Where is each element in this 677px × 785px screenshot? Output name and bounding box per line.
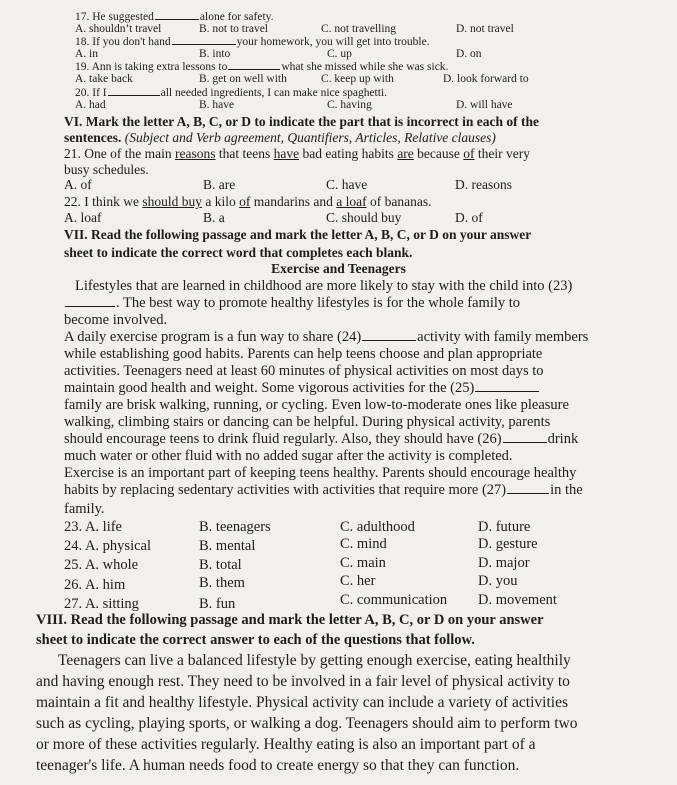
passage-line: family. <box>64 501 105 517</box>
q22-option-d[interactable]: D. of <box>455 210 483 225</box>
q23-option-b[interactable]: B. teenagers <box>199 519 271 535</box>
q26-option-d[interactable]: D. you <box>478 573 518 589</box>
q27-option-b[interactable]: B. fun <box>199 596 236 612</box>
q20-option-c[interactable]: C. having <box>327 99 372 111</box>
q24-option-c[interactable]: C. mind <box>340 536 387 552</box>
passage-line: while establishing good habits. Parents can help teens choose and plan appropriate <box>64 346 543 362</box>
section-vi-heading: VI. Mark the letter A, B, C, or D to indicate the part that is incorrect in each of the <box>64 114 540 129</box>
q23-option-a[interactable]: 23. A. life <box>64 519 122 535</box>
q23-option-d[interactable]: D. future <box>478 519 531 535</box>
q18-stem: 18. If you don't hand your homework, you will get into trouble. <box>75 36 430 48</box>
passage-line: should encourage teens to drink fluid regularly. Also, they should have (26) drink <box>64 431 579 447</box>
q20-stem: 20. If I all needed ingredients, I can make nice spaghetti. <box>75 87 388 99</box>
q17-option-b[interactable]: B. not to travel <box>199 23 268 35</box>
passage-line: habits by replacing sedentary activities with activities that require more (27) in the <box>64 482 583 498</box>
q26-option-a[interactable]: 26. A. him <box>64 577 126 593</box>
passage-line: walking, climbing stairs or dancing can be helpful. During physical activity, parents <box>64 414 551 430</box>
section-vi-subheading: sentences. (Subject and Verb agreement, Quantifiers, Articles, Relative clauses) <box>64 130 496 145</box>
q19-option-c[interactable]: C. keep up with <box>321 73 394 85</box>
passage-line: such as cycling, playing sports, or walking a dog. Teenagers should aim to perform two <box>36 715 578 732</box>
passage-line: Exercise is an important part of keeping teens healthy. Parents should encourage healthy <box>64 465 577 481</box>
passage-line: and having enough rest. They need to be involved in a fair level of physical activity to <box>36 673 570 690</box>
passage-line: become involved. <box>64 312 168 328</box>
q17-option-d[interactable]: D. not travel <box>456 23 514 35</box>
q26-option-c[interactable]: C. her <box>340 573 376 589</box>
q23-option-c[interactable]: C. adulthood <box>340 519 415 535</box>
q27-option-a[interactable]: 27. A. sitting <box>64 596 139 612</box>
passage-title: Exercise and Teenagers <box>271 261 406 276</box>
q21-stem-continued: busy schedules. <box>64 162 149 177</box>
q18-option-b[interactable]: B. into <box>199 48 231 60</box>
q25-option-b[interactable]: B. total <box>199 557 242 573</box>
q19-option-a[interactable]: A. take back <box>75 73 133 85</box>
q26-option-b[interactable]: B. them <box>199 575 245 591</box>
q21-option-a[interactable]: A. of <box>64 177 92 192</box>
passage-line: Lifestyles that are learned in childhood are more likely to stay with the child into (23) <box>75 278 573 294</box>
passage-line: teenager's life. A human needs food to create energy so that they can function. <box>36 757 520 774</box>
q19-stem: 19. Ann is taking extra lessons to what she missed while she was sick. <box>75 61 449 73</box>
q18-option-c[interactable]: C. up <box>327 48 352 60</box>
q17-option-a[interactable]: A. shouldn’t travel <box>75 23 162 35</box>
q22-stem: 22. I think we should buy a kilo of mandarins and a loaf of bananas. <box>64 194 432 209</box>
q18-option-d[interactable]: D. on <box>456 48 482 60</box>
passage-line: family are brisk walking, running, or cycling. Even low-to-moderate ones like pleasure <box>64 397 569 413</box>
section-vii-heading: VII. Read the following passage and mark the letter A, B, C, or D on your answer <box>64 227 532 242</box>
q25-option-d[interactable]: D. major <box>478 555 530 571</box>
q17-stem: 17. He suggested alone for safety. <box>75 11 274 23</box>
q27-option-d[interactable]: D. movement <box>478 592 557 608</box>
q20-option-b[interactable]: B. have <box>199 99 235 111</box>
q22-option-b[interactable]: B. a <box>203 210 225 225</box>
q18-option-a[interactable]: A. in <box>75 48 98 60</box>
section-viii-heading: VIII. Read the following passage and mark the letter A, B, C, or D on your answer <box>36 612 544 628</box>
q22-option-a[interactable]: A. loaf <box>64 210 102 225</box>
q19-option-b[interactable]: B. get on well with <box>199 73 287 85</box>
q25-option-a[interactable]: 25. A. whole <box>64 557 139 573</box>
passage-line: A daily exercise program is a fun way to share (24) activity with family members <box>64 329 589 345</box>
q27-option-c[interactable]: C. communication <box>340 592 448 608</box>
passage-line: activities. Teenagers need at least 60 minutes of physical activities on most days to <box>64 363 544 379</box>
q19-option-d[interactable]: D. look forward to <box>443 73 529 85</box>
q25-option-c[interactable]: C. main <box>340 555 386 571</box>
passage-line: . The best way to promote healthy lifestyles is for the whole family to <box>64 296 520 311</box>
passage-line: or more of these activities regularly. Healthy eating is also an important part of a <box>36 736 536 753</box>
q24-option-a[interactable]: 24. A. physical <box>64 538 151 554</box>
q22-option-c[interactable]: C. should buy <box>326 210 402 225</box>
q20-option-a[interactable]: A. had <box>75 99 106 111</box>
q21-option-d[interactable]: D. reasons <box>455 177 512 192</box>
q24-option-b[interactable]: B. mental <box>199 538 256 554</box>
section-viii-heading-2: sheet to indicate the correct answer to each of the questions that follow. <box>36 632 475 648</box>
q21-option-b[interactable]: B. are <box>203 177 236 192</box>
q21-option-c[interactable]: C. have <box>326 177 368 192</box>
q17-option-c[interactable]: C. not travelling <box>321 23 397 35</box>
passage-line: much water or other fluid with no added sugar after the activity is completed. <box>64 448 513 464</box>
q20-option-d[interactable]: D. will have <box>456 99 513 111</box>
section-vii-heading-2: sheet to indicate the correct word that completes each blank. <box>64 245 413 260</box>
q24-option-d[interactable]: D. gesture <box>478 536 538 552</box>
passage-line: maintain good health and weight. Some vigorous activities for the (25) <box>64 381 540 396</box>
passage-line: Teenagers can live a balanced lifestyle by getting enough exercise, eating healthily <box>58 652 571 669</box>
passage-line: maintain a fit and healthy lifestyle. Physical activity can include a variety of activities <box>36 694 568 711</box>
q21-stem: 21. One of the main reasons that teens have bad eating habits are because of their very <box>64 146 531 161</box>
